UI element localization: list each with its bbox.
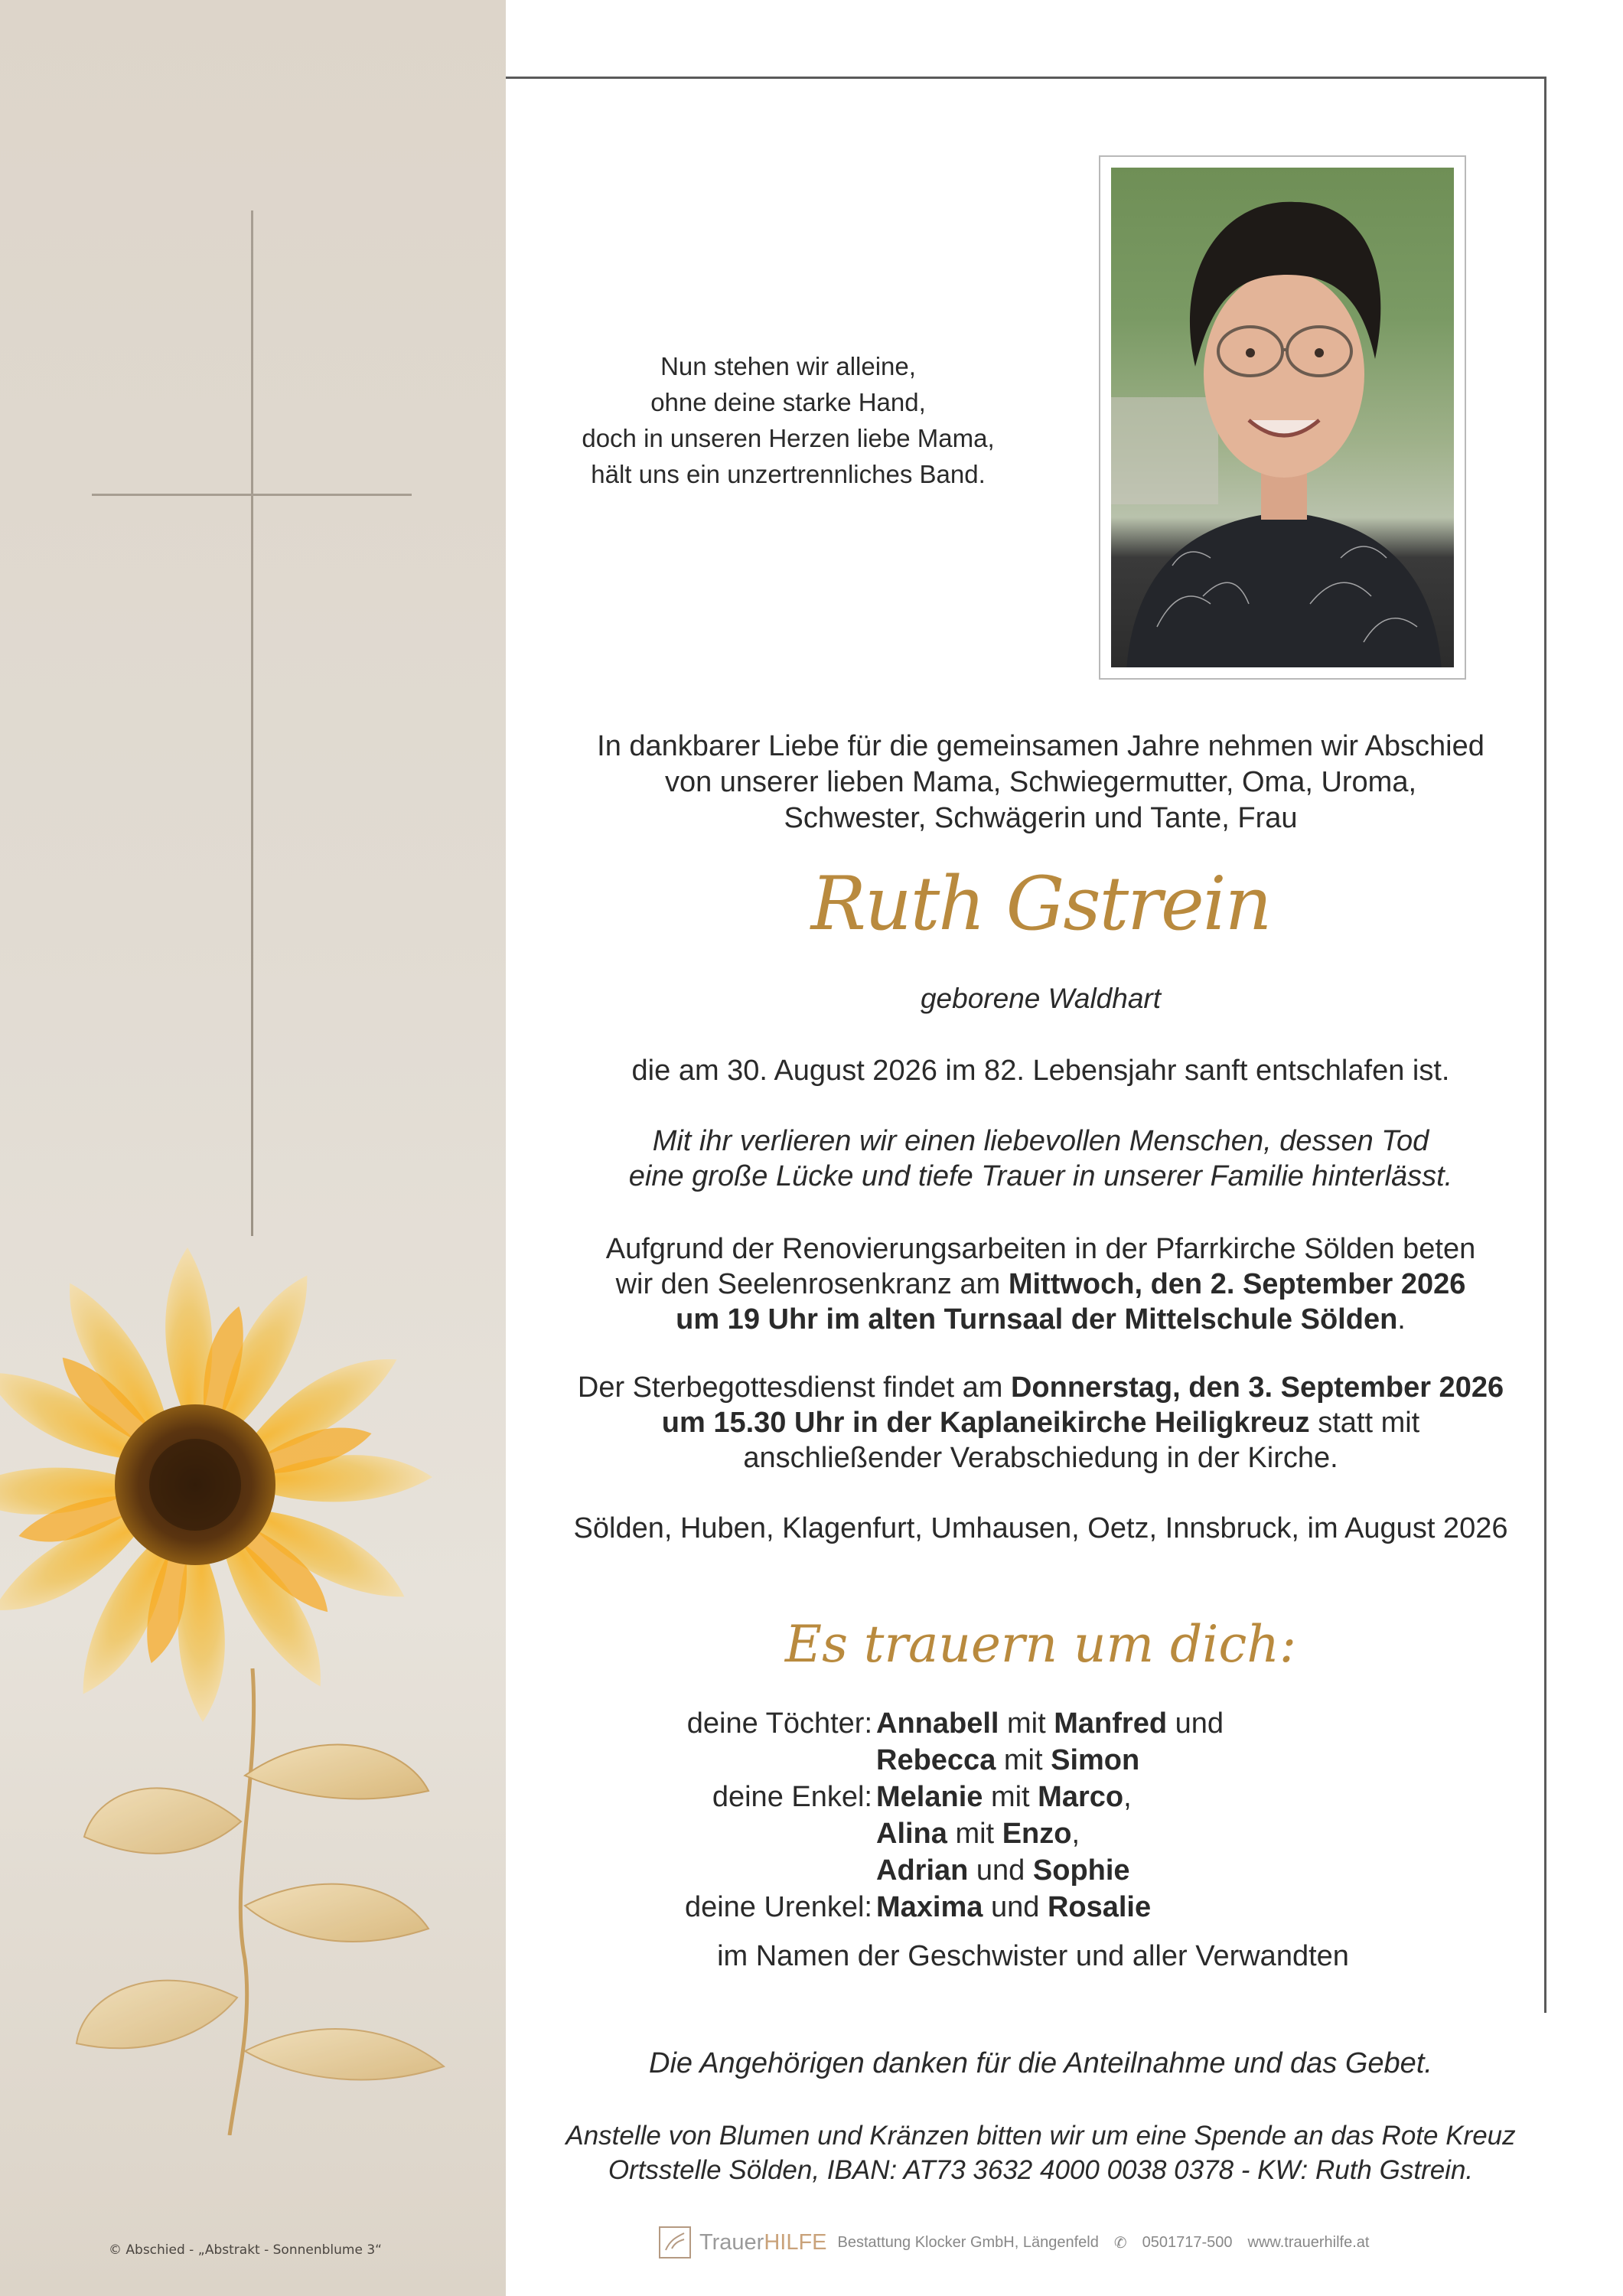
rosary-text: wir den Seelenrosenkranz am [615,1268,1009,1300]
mourner-name: Enzo [1002,1818,1072,1850]
mourner-name: Rebecca [876,1744,996,1776]
mourner-name: Melanie [876,1781,983,1813]
service-text: Der Sterbegottesdienst findet am [577,1371,1011,1404]
mourners-names [876,1891,1151,1924]
donation-request [528,2118,1553,2187]
mourner-name: Annabell [876,1707,999,1740]
mourners-row [536,1744,1530,1781]
service-text: statt mit [1309,1407,1420,1439]
phone-icon: ✆ [1113,2234,1127,2252]
donation-line: Anstelle von Blumen und Kränzen bitten wir um eine Spende an das Rote Kreuz [565,2121,1516,2151]
mourners-heading: Es trauern um dich: [784,1615,1297,1674]
mourners-closing: im Namen der Geschwister und aller Verwandten [717,1940,1349,1972]
poem-line: Nun stehen wir alleine, [660,352,916,380]
portrait-illustration [1111,168,1454,667]
intro-line: von unserer lieben Mama, Schwiegermutter, Oma, Uroma, [664,766,1417,798]
mourner-name: Simon [1051,1744,1140,1776]
sunflower-illustration [0,1194,506,2135]
mourners-names [876,1818,1080,1851]
mourner-connector: mit [947,1818,1002,1850]
mourners-row [536,1818,1530,1854]
image-credit: © Abschied - „Abstrakt - Sonnenblume 3“ [109,2242,382,2258]
mourner-connector: , [1123,1781,1132,1813]
mourner-name: Alina [876,1818,947,1850]
brand-name-part: Trauer [699,2229,764,2255]
loss-paragraph [528,1124,1553,1194]
mourners-names [876,1854,1130,1887]
service-line [528,1370,1553,1405]
cross-vertical-bar [251,210,253,1236]
poem-line: doch in unseren Herzen liebe Mama, [582,424,995,452]
intro-paragraph [528,729,1553,837]
deceased-name: Ruth Gstrein [810,861,1271,947]
death-date-line: die am 30. August 2026 im 82. Lebensjahr sanft entschlafen ist. [631,1055,1450,1087]
frame-top-line [506,77,1546,79]
rosary-date: Mittwoch, den 2. September 2026 [1008,1268,1466,1300]
rosary-line [528,1302,1553,1337]
mourners-label: deine Enkel: [712,1781,872,1813]
loss-line: Mit ihr verlieren wir einen liebevollen Menschen, dessen Tod [652,1125,1429,1157]
decorative-side-panel [0,0,506,2296]
intro-line: Schwester, Schwägerin und Tante, Frau [784,802,1298,834]
footer-bar [658,2223,1384,2262]
mourner-connector: mit [983,1781,1038,1813]
poem-line: ohne deine starke Hand, [650,388,926,416]
mourner-name: Manfred [1054,1707,1168,1740]
service-date: Donnerstag, den 3. September 2026 [1010,1371,1504,1404]
rosary-text: . [1397,1303,1406,1336]
mourners-names [876,1781,1132,1814]
mourner-connector: und [983,1891,1048,1923]
mourners-names [876,1707,1224,1740]
mourner-connector: und [1167,1707,1224,1740]
loss-line: eine große Lücke und tiefe Trauer in unserer Familie hinterlässt. [628,1160,1453,1192]
memorial-poem [520,348,1056,492]
mourners-names [876,1744,1139,1777]
poem-line: hält uns ein unzertrennliches Band. [591,460,986,488]
funeral-service-announcement [528,1370,1553,1476]
donation-line: Ortsstelle Sölden, IBAN: AT73 3632 4000 0038 0378 - KW: Ruth Gstrein. [608,2155,1474,2185]
thanks-line: Die Angehörigen danken für die Anteilnahme und das Gebet. [649,2047,1432,2079]
mourners-label: deine Urenkel: [684,1891,872,1923]
portrait-photo-frame [1099,155,1466,680]
mourners-row [536,1891,1530,1928]
portrait-photo [1111,168,1454,667]
mourner-name: Sophie [1032,1854,1130,1887]
birth-name: geborene Waldhart [920,983,1162,1014]
mourner-name: Marco [1038,1781,1124,1813]
mourners-row [536,1781,1530,1818]
rosary-announcement [528,1231,1553,1337]
mourners-row [536,1854,1530,1891]
brand-name-part: HILFE [764,2229,827,2255]
website-link[interactable]: www.trauerhilfe.at [1247,2233,1370,2251]
service-line: anschließender Verabschiedung in der Kirche. [743,1442,1338,1474]
intro-line: In dankbarer Liebe für die gemeinsamen Jahre nehmen wir Abschied [597,730,1484,762]
rosary-line [528,1267,1553,1302]
service-time-place: um 15.30 Uhr in der Kaplaneikirche Heiligkreuz [661,1407,1310,1439]
phone-number: 0501717-500 [1142,2233,1233,2251]
frame-right-line [1544,77,1546,2013]
trauerhilfe-logo-icon [658,2226,692,2259]
mourner-connector: , [1071,1818,1080,1850]
mourners-label: deine Töchter: [686,1707,872,1740]
company-name: Bestattung Klocker GmbH, Längenfeld [837,2233,1099,2251]
mourner-connector: und [968,1854,1033,1887]
service-line [528,1405,1553,1440]
brand-name [699,2230,827,2255]
cross-horizontal-bar [92,494,412,496]
rosary-time-place: um 19 Uhr im alten Turnsaal der Mittelschule Sölden [676,1303,1398,1336]
mourner-connector: mit [999,1707,1054,1740]
mourners-row [536,1707,1530,1744]
sunflower-petals [0,1247,432,1722]
mourner-name: Rosalie [1047,1891,1152,1923]
mourner-connector: mit [996,1744,1051,1776]
mourners-list [536,1707,1530,1928]
rosary-line: Aufgrund der Renovierungsarbeiten in der Pfarrkirche Sölden beten [605,1233,1476,1265]
mourner-name: Maxima [876,1891,983,1923]
mourner-name: Adrian [876,1854,969,1887]
places-and-date: Sölden, Huben, Klagenfurt, Umhausen, Oetz, Innsbruck, im August 2026 [573,1512,1508,1544]
